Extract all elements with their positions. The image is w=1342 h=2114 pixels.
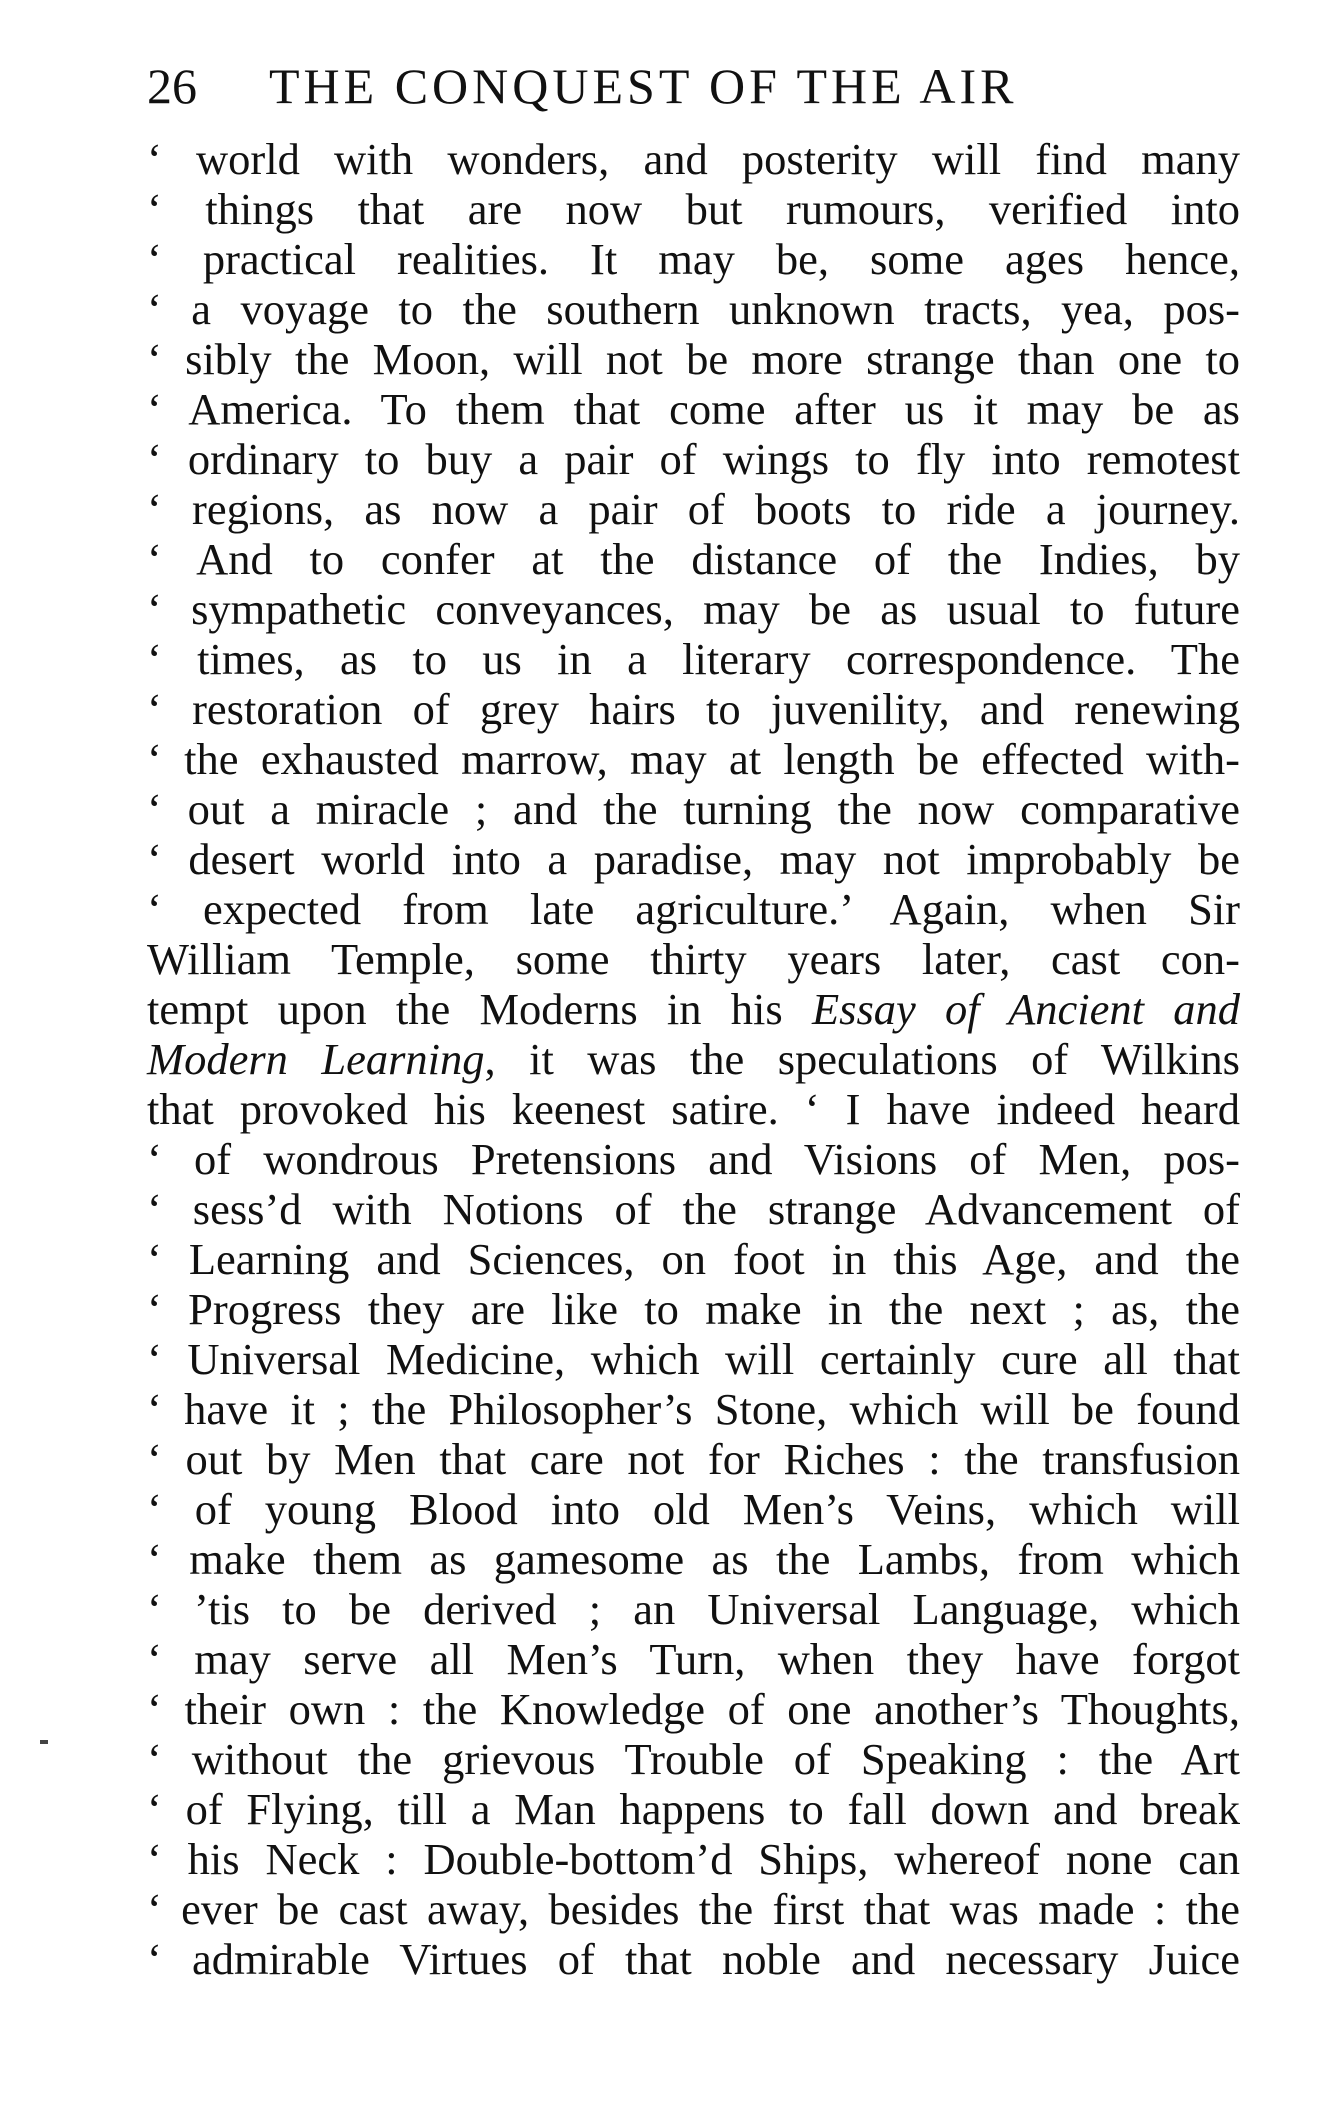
text-line: ‘ sibly the Moon, will not be more strange than one to [147,334,1240,384]
text-line: ‘ of young Blood into old Men’s Veins, which will [147,1484,1240,1534]
text-line: ‘ desert world into a paradise, may not improbably be [147,834,1240,884]
text-line: tempt upon the Moderns in his Essay of Ancient and [147,984,1240,1034]
text-line: ‘ ’tis to be derived ; an Universal Language, which [147,1584,1240,1634]
text-line: ‘ ever be cast away, besides the first that was made : the [147,1884,1240,1934]
text-line: ‘ sess’d with Notions of the strange Advancement of [147,1184,1240,1234]
text-line: ‘ ordinary to buy a pair of wings to fly into remotest [147,434,1240,484]
text-line: ‘ their own : the Knowledge of one another’s Thoughts, [147,1684,1240,1734]
text-line: ‘ Learning and Sciences, on foot in this Age, and the [147,1234,1240,1284]
text-line: ‘ Universal Medicine, which will certainly cure all that [147,1334,1240,1384]
body-text [147,134,1240,1984]
text-line: ‘ times, as to us in a literary correspondence. The [147,634,1240,684]
text-line: ‘ without the grievous Trouble of Speaking : the Art [147,1734,1240,1784]
text-line: ‘ have it ; the Philosopher’s Stone, which will be found [147,1384,1240,1434]
text-line: ‘ things that are now but rumours, verified into [147,184,1240,234]
text-line: ‘ make them as gamesome as the Lambs, from which [147,1534,1240,1584]
text-line: ‘ Progress they are like to make in the next ; as, the [147,1284,1240,1334]
text-line: ‘ practical realities. It may be, some ages hence, [147,234,1240,284]
running-title: THE CONQUEST OF THE AIR [269,58,1018,114]
text-line: ‘ out a miracle ; and the turning the now comparative [147,784,1240,834]
margin-mark [40,1740,48,1744]
text-line: ‘ world with wonders, and posterity will find many [147,134,1240,184]
text-line: ‘ the exhausted marrow, may at length be effected with- [147,734,1240,784]
text-line: ‘ America. To them that come after us it may be as [147,384,1240,434]
text-line: ‘ restoration of grey hairs to juvenility, and renewing [147,684,1240,734]
text-line: ‘ admirable Virtues of that noble and necessary Juice [147,1934,1240,1984]
page-header [147,58,1147,114]
text-line: William Temple, some thirty years later, cast con- [147,934,1240,984]
text-line: ‘ sympathetic conveyances, may be as usual to future [147,584,1240,634]
text-line: ‘ of Flying, till a Man happens to fall down and break [147,1784,1240,1834]
text-line: ‘ out by Men that care not for Riches : the transfusion [147,1434,1240,1484]
text-line: ‘ a voyage to the southern unknown tracts, yea, pos- [147,284,1240,334]
text-line: ‘ And to confer at the distance of the Indies, by [147,534,1240,584]
page-number: 26 [147,58,197,114]
text-line: Modern Learning, it was the speculations of Wilkins [147,1034,1240,1084]
text-line: ‘ regions, as now a pair of boots to ride a journey. [147,484,1240,534]
text-line: ‘ of wondrous Pretensions and Visions of Men, pos- [147,1134,1240,1184]
text-line: ‘ may serve all Men’s Turn, when they have forgot [147,1634,1240,1684]
text-line: ‘ expected from late agriculture.’ Again, when Sir [147,884,1240,934]
text-line: that provoked his keenest satire. ‘ I have indeed heard [147,1084,1240,1134]
text-line: ‘ his Neck : Double-bottom’d Ships, whereof none can [147,1834,1240,1884]
